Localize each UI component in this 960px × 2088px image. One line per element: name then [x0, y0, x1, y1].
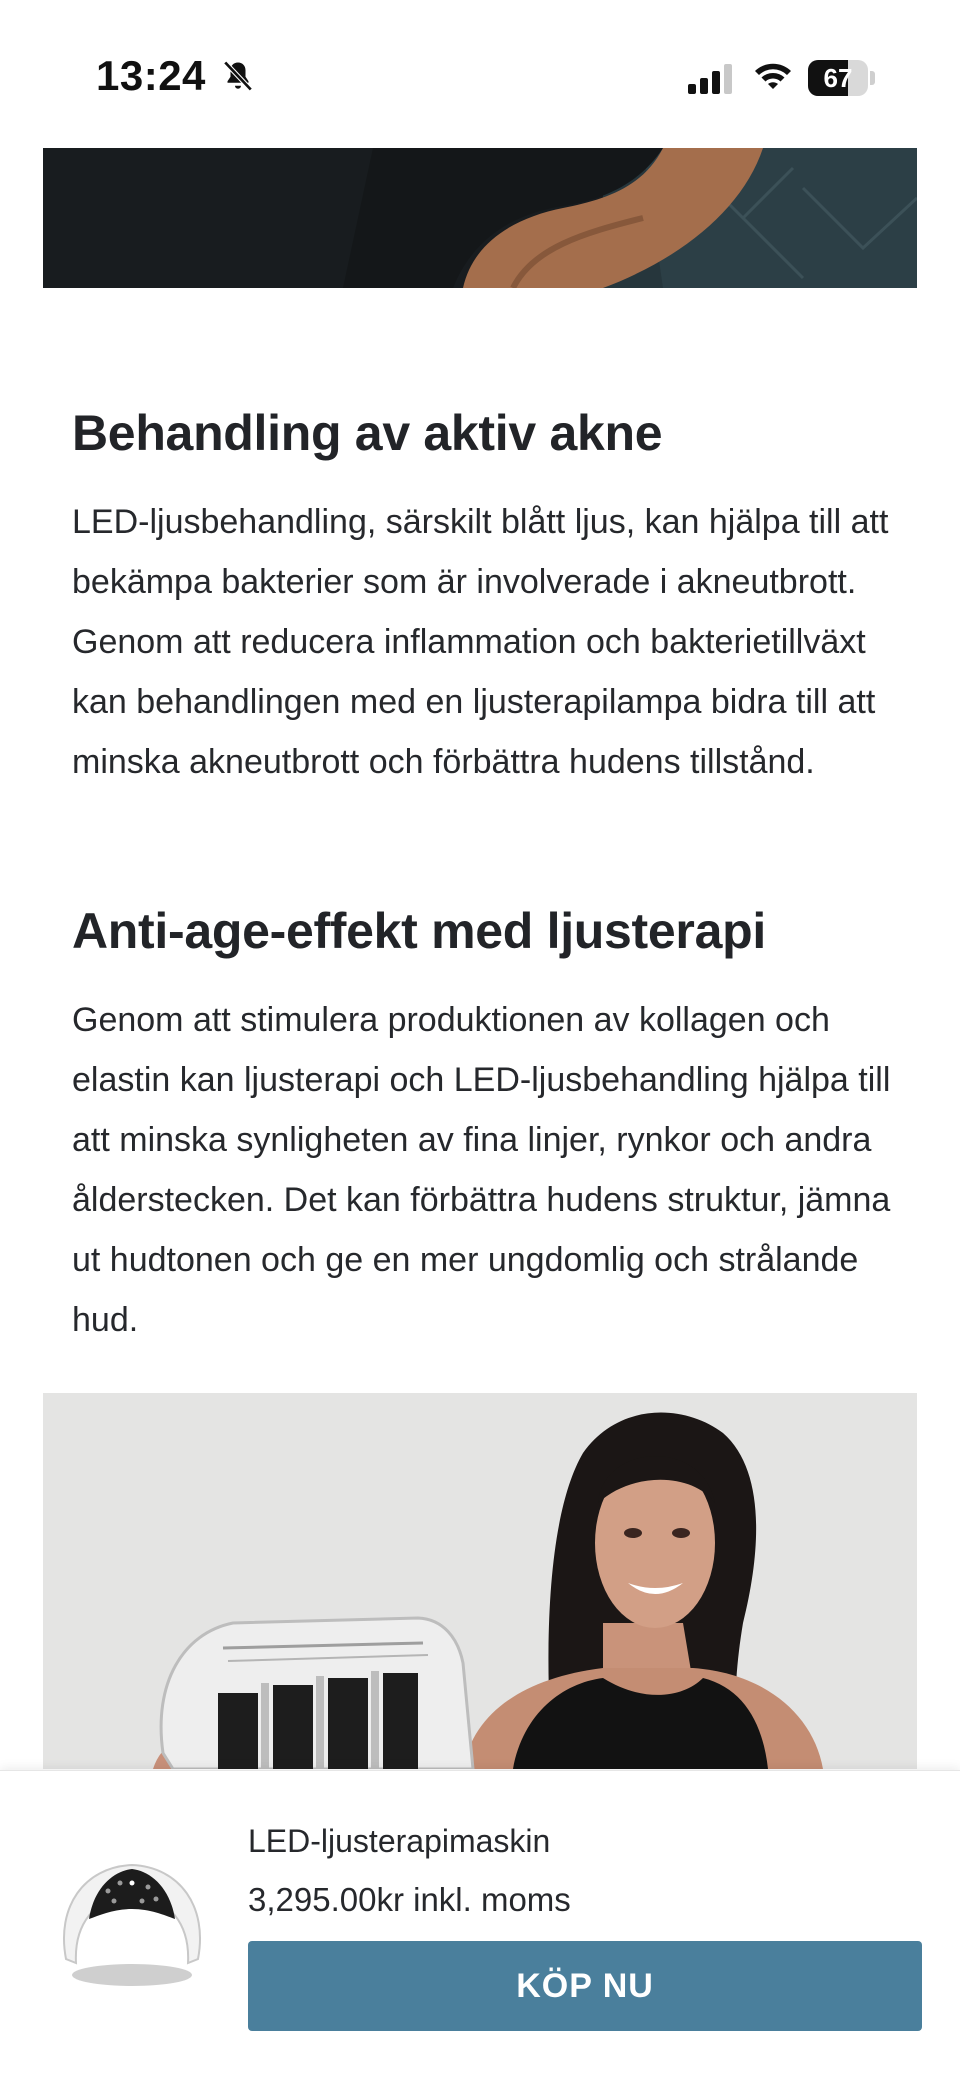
section-heading-anti-age: Anti-age-effekt med ljusterapi [72, 903, 766, 959]
battery-percent: 67 [823, 63, 853, 93]
section-text-acne: LED-ljusbehandling, särskilt blått ljus, kan hjälpa till att bekämpa bakterier som är involverade i akneutbrott. Genom att reducera inflammation och bakterietillväxt kan behandlingen med en ljusterapilampa bidra till att minska akneutbrott och förbättra hudens tillstånd. [72, 503, 889, 781]
buy-now-button[interactable]: KÖP NU [248, 1941, 922, 2031]
bell-slash-icon [220, 58, 256, 94]
product-thumbnail[interactable] [44, 1847, 214, 1997]
status-bar [0, 0, 960, 148]
sticky-buy-bar [0, 1770, 960, 2088]
product-price: 3,295.00kr inkl. moms [248, 1881, 571, 1918]
product-name: LED-ljusterapimaskin [248, 1823, 551, 1859]
cellular-signal-icon [686, 62, 734, 96]
wifi-icon [752, 58, 794, 96]
product-photo [43, 1393, 917, 1769]
hero-image [43, 148, 917, 288]
status-time: 13:24 [96, 52, 206, 99]
battery-icon [808, 60, 876, 96]
section-text-anti-age: Genom att stimulera produktionen av kollagen och elastin kan ljusterapi och LED-ljusbehandling hjälpa till att minska synligheten av fina linjer, rynkor och andra ålderstecken. Det kan förbättra hudens struktur, jämna ut hudtonen och ge en mer ungdomlig och strålande hud. [72, 1001, 891, 1339]
section-heading-acne: Behandling av aktiv akne [72, 405, 663, 461]
